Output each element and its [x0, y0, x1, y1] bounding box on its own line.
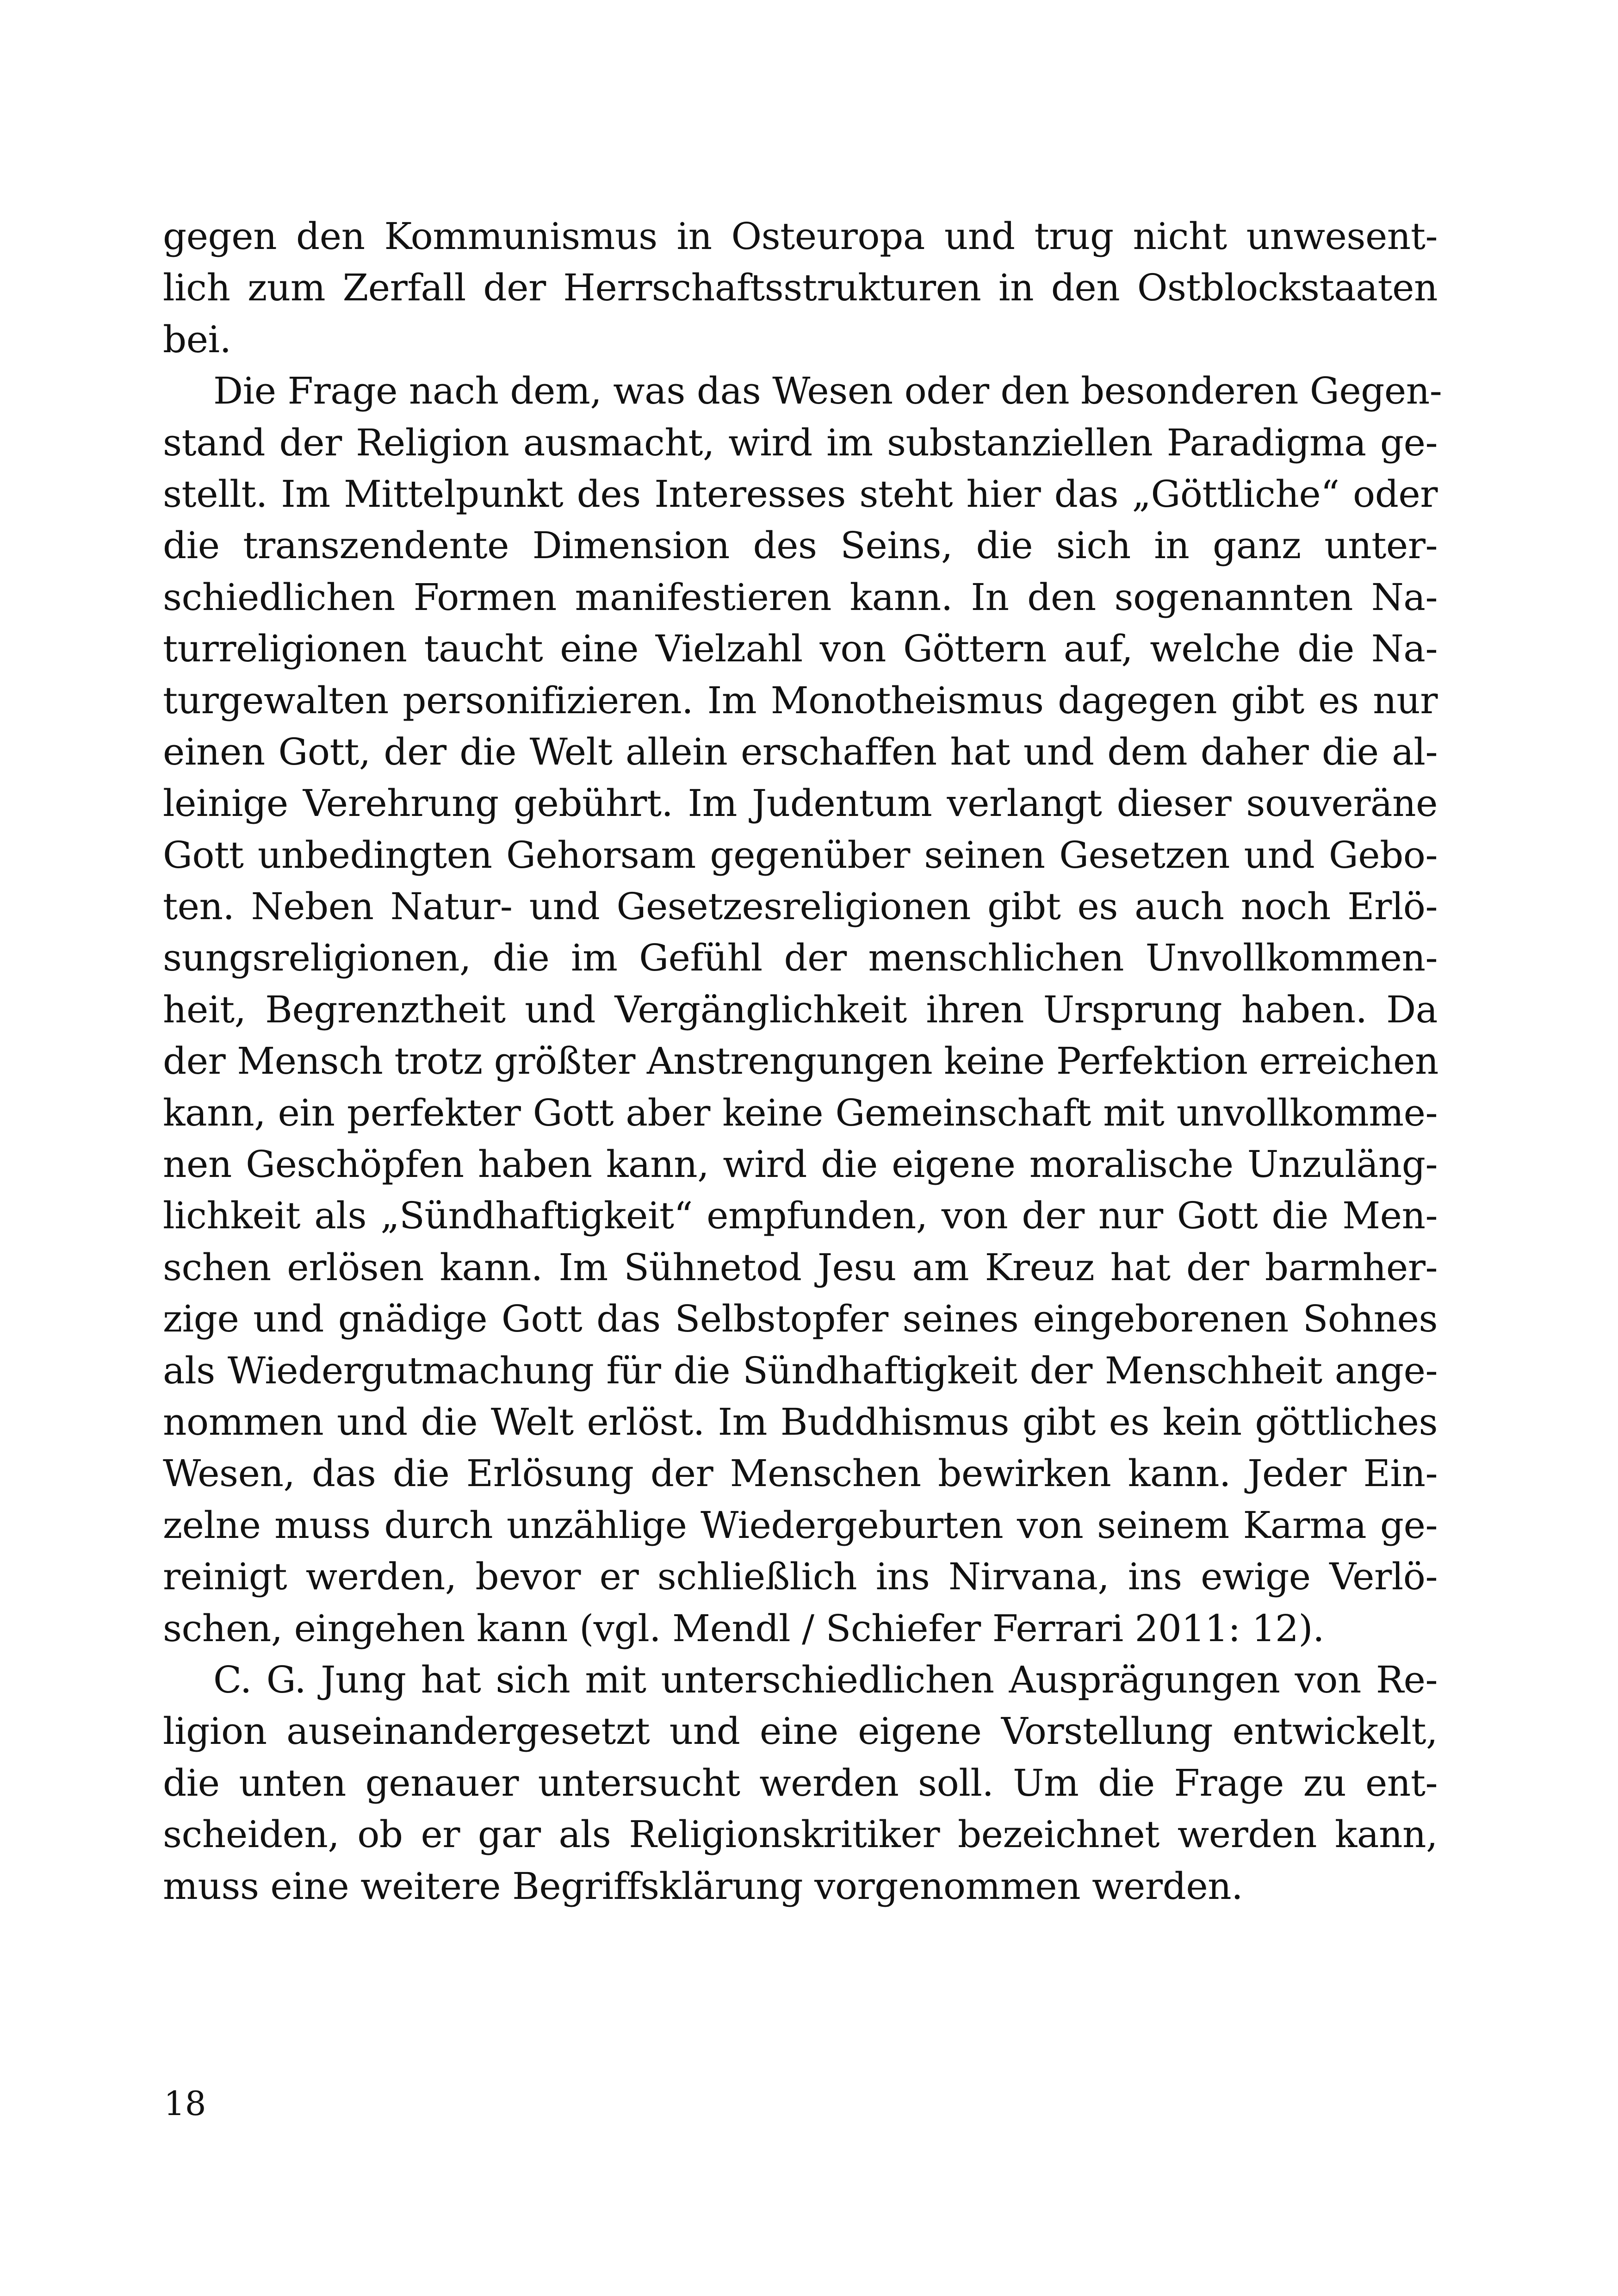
- text-line: lichkeit als „Sündhaftigkeit“ empfunden, von der nur Gott die Men-: [163, 1194, 1438, 1238]
- text-line: stand der Religion ausmacht, wird im substanziellen Paradigma ge-: [163, 421, 1438, 464]
- text-line: ten. Neben Natur- und Gesetzesreligionen gibt es auch noch Erlö-: [163, 885, 1438, 928]
- text-line: nen Geschöpfen haben kann, wird die eigene moralische Unzuläng-: [163, 1143, 1438, 1186]
- text-line: ligion auseinandergesetzt und eine eigene Vorstellung entwickelt,: [163, 1710, 1438, 1753]
- text-line: reinigt werden, bevor er schließlich ins Nirvana, ins ewige Verlö-: [163, 1555, 1438, 1599]
- text-line: schiedlichen Formen manifestieren kann. In den sogenannten Na-: [163, 575, 1438, 619]
- paragraph: [163, 211, 1438, 365]
- text-line: die transzendente Dimension des Seins, die sich in ganz unter-: [163, 524, 1438, 567]
- page-number: 18: [164, 2084, 206, 2123]
- body-text: [163, 211, 1442, 1912]
- text-line: nommen und die Welt erlöst. Im Buddhismus gibt es kein göttliches: [163, 1400, 1438, 1444]
- text-line: einen Gott, der die Welt allein erschaffen hat und dem daher die al-: [163, 730, 1438, 773]
- text-line: kann, ein perfekter Gott aber keine Gemeinschaft mit unvollkomme-: [163, 1091, 1438, 1134]
- text-line: heit, Begrenztheit und Vergänglichkeit ihren Ursprung haben. Da: [163, 988, 1438, 1031]
- text-line: C. G. Jung hat sich mit unterschiedlichen Ausprägungen von Re-: [213, 1658, 1438, 1701]
- paragraph: [163, 1654, 1438, 1912]
- text-line: muss eine weitere Begriffsklärung vorgenommen werden.: [163, 1864, 1243, 1908]
- text-line: schen, eingehen kann (vgl. Mendl / Schiefer Ferrari 2011: 12).: [163, 1606, 1325, 1650]
- text-line: gegen den Kommunismus in Osteuropa und trug nicht unwesent-: [163, 215, 1438, 258]
- text-line: der Mensch trotz größter Anstrengungen keine Perfektion erreichen: [163, 1039, 1438, 1083]
- text-line: lich zum Zerfall der Herrschaftsstrukturen in den Ostblockstaaten: [163, 266, 1438, 310]
- text-line: scheiden, ob er gar als Religionskritiker bezeichnet werden kann,: [163, 1813, 1438, 1856]
- text-line: leinige Verehrung gebührt. Im Judentum verlangt dieser souveräne: [163, 782, 1438, 825]
- text-line: Die Frage nach dem, was das Wesen oder den besonderen Gegen-: [213, 369, 1442, 413]
- text-line: Gott unbedingten Gehorsam gegenüber seinen Gesetzen und Gebo-: [163, 833, 1438, 877]
- text-line: sungsreligionen, die im Gefühl der menschlichen Unvollkommen-: [163, 936, 1438, 980]
- text-line: zige und gnädige Gott das Selbstopfer seines eingeborenen Sohnes: [163, 1297, 1438, 1341]
- text-line: als Wiedergutmachung für die Sündhaftigkeit der Menschheit ange-: [163, 1349, 1438, 1392]
- paragraph: [163, 365, 1442, 1654]
- text-line: schen erlösen kann. Im Sühnetod Jesu am Kreuz hat der barmher-: [163, 1245, 1438, 1289]
- text-line: zelne muss durch unzählige Wiedergeburten von seinem Karma ge-: [163, 1503, 1438, 1547]
- text-line: stellt. Im Mittelpunkt des Interesses steht hier das „Göttliche“ oder: [163, 472, 1438, 516]
- text-line: die unten genauer untersucht werden soll. Um die Frage zu ent-: [163, 1761, 1438, 1804]
- text-line: bei.: [163, 317, 231, 361]
- text-line: Wesen, das die Erlösung der Menschen bewirken kann. Jeder Ein-: [163, 1452, 1438, 1495]
- text-line: turgewalten personifizieren. Im Monotheismus dagegen gibt es nur: [163, 678, 1438, 722]
- text-line: turreligionen taucht eine Vielzahl von Göttern auf, welche die Na-: [163, 627, 1438, 671]
